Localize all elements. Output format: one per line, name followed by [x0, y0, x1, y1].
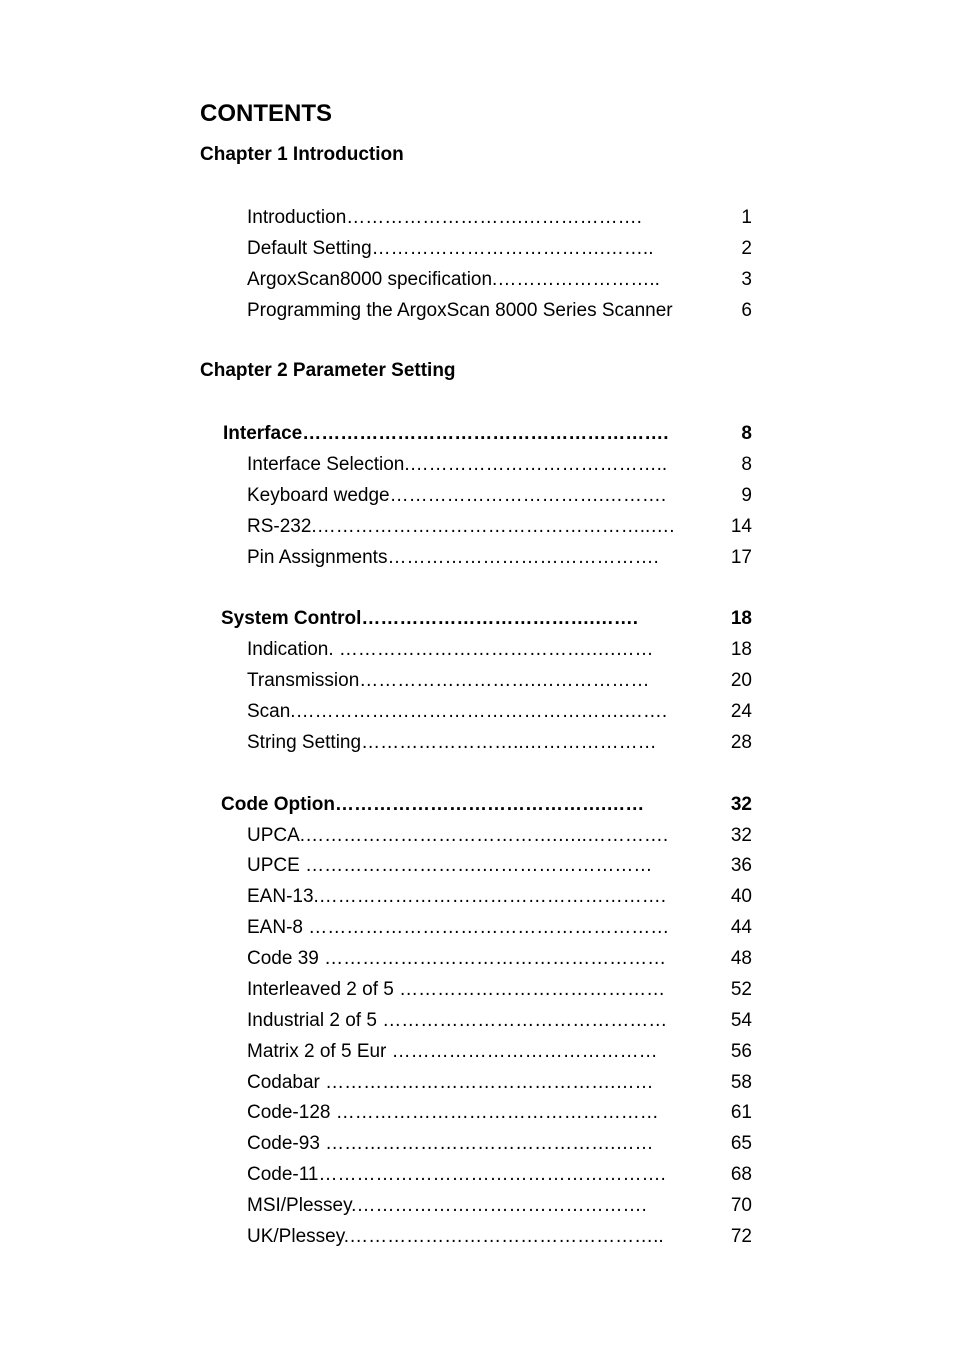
toc-entry-label: Codabar ……………………………………….…… [247, 1072, 654, 1093]
toc-entry-page: 9 [741, 485, 752, 506]
toc-entry[interactable] [0, 852, 954, 880]
toc-entry-page: 56 [730, 1041, 752, 1062]
toc-entry[interactable] [0, 1007, 954, 1035]
toc-entry-page: 24 [730, 701, 752, 722]
toc-entry-label: Default Setting……………………………….…….. [247, 238, 654, 259]
toc-entry-label: Matrix 2 of 5 Eur …………………………………… [247, 1041, 658, 1062]
toc-entry[interactable] [0, 482, 954, 510]
toc-entry-label: UK/Plessey.………………………………………….. [247, 1226, 664, 1247]
toc-entry[interactable] [0, 297, 954, 325]
toc-entry-page: 6 [741, 300, 752, 321]
toc-entry-label: String Setting……………………..………………… [247, 732, 657, 753]
toc-entry[interactable] [0, 976, 954, 1004]
page-title: CONTENTS [200, 100, 332, 127]
toc-section-interface[interactable] [0, 420, 954, 448]
chapter-2-heading: Chapter 2 Parameter Setting [200, 360, 456, 381]
toc-entry-label: Introduction……………………….………………. [247, 207, 642, 228]
toc-entry-page: 18 [730, 639, 752, 660]
toc-entry[interactable] [0, 544, 954, 572]
toc-entry[interactable] [0, 1038, 954, 1066]
toc-entry[interactable] [0, 667, 954, 695]
toc-entry[interactable] [0, 1099, 954, 1127]
toc-entry[interactable] [0, 204, 954, 232]
toc-entry-label: UPCA.………………………………….…..…………. [247, 825, 669, 846]
toc-entry-page: 32 [730, 825, 752, 846]
toc-entry-label: Code 39 ……………………………………………… [247, 948, 667, 969]
toc-entry-label: Transmission……………………….……………… [247, 670, 650, 691]
toc-entry-page: 14 [730, 516, 752, 537]
toc-entry[interactable] [0, 636, 954, 664]
toc-entry[interactable] [0, 729, 954, 757]
toc-entry-page: 20 [730, 670, 752, 691]
toc-entry-label: EAN-13.………………………………………………. [247, 886, 667, 907]
toc-entry-label: ArgoxScan8000 specification.…………………….. [247, 269, 660, 290]
toc-entry-label: MSI/Plessey.………………………………………. [247, 1195, 647, 1216]
toc-entry[interactable] [0, 945, 954, 973]
toc-entry-label: Interleaved 2 of 5 …………………………………… [247, 979, 666, 1000]
toc-entry-label: Interface Selection.………………………………….. [247, 454, 668, 475]
toc-entry-label: Code-11………………………………………………. [247, 1164, 666, 1185]
toc-entry[interactable] [0, 914, 954, 942]
toc-entry-label: Indication. ………………………………….….…… [247, 639, 654, 660]
toc-entry[interactable] [0, 822, 954, 850]
toc-entry-label: Programming the ArgoxScan 8000 Series Scanner [247, 300, 673, 321]
toc-entry[interactable] [0, 235, 954, 263]
chapter-1-heading: Chapter 1 Introduction [200, 144, 404, 165]
toc-entry[interactable] [0, 451, 954, 479]
toc-entry-label: Scan.…………………………………………….……. [247, 701, 668, 722]
toc-entry-page: 28 [730, 732, 752, 753]
toc-entry-page: 72 [730, 1226, 752, 1247]
toc-section-page: 18 [730, 608, 752, 629]
toc-entry-page: 8 [741, 454, 752, 475]
toc-entry-page: 70 [730, 1195, 752, 1216]
toc-entry-page: 61 [730, 1102, 752, 1123]
toc-entry[interactable] [0, 1192, 954, 1220]
toc-entry[interactable] [0, 513, 954, 541]
toc-entry-page: 44 [730, 917, 752, 938]
toc-entry-label: EAN-8 ………………………………………………… [247, 917, 670, 938]
toc-entry[interactable] [0, 698, 954, 726]
toc-entry-page: 68 [730, 1164, 752, 1185]
toc-entry-label: Pin Assignments……………………………………. [247, 547, 659, 568]
toc-section-page: 8 [741, 423, 752, 444]
toc-entry-page: 54 [730, 1010, 752, 1031]
toc-entry-label: RS-232.……………………………………………..…. [247, 516, 675, 537]
toc-section-system-control[interactable] [0, 605, 954, 633]
toc-entry-label: UPCE ……………………….……………………… [247, 855, 653, 876]
toc-entry-page: 52 [730, 979, 752, 1000]
toc-entry-page: 65 [730, 1133, 752, 1154]
toc-entry[interactable] [0, 1130, 954, 1158]
toc-entry-page: 3 [741, 269, 752, 290]
toc-section-label: System Control……………………………….……. [221, 608, 638, 629]
toc-entry-page: 36 [730, 855, 752, 876]
toc-entry[interactable] [0, 883, 954, 911]
toc-entry[interactable] [0, 1223, 954, 1251]
toc-entry-label: Keyboard wedge…………………………….………. [247, 485, 667, 506]
toc-entry[interactable] [0, 266, 954, 294]
toc-section-page: 32 [730, 794, 752, 815]
toc-entry-page: 17 [730, 547, 752, 568]
toc-entry-page: 2 [741, 238, 752, 259]
toc-entry-label: Code-93 ……………………………………….…… [247, 1133, 654, 1154]
toc-section-code-option[interactable] [0, 791, 954, 819]
toc-section-label: Interface…………………………………………………. [223, 423, 669, 444]
toc-entry-page: 58 [730, 1072, 752, 1093]
toc-section-label: Code Option…………………………………….…… [221, 794, 645, 815]
toc-entry[interactable] [0, 1161, 954, 1189]
toc-entry-page: 40 [730, 886, 752, 907]
toc-entry-label: Industrial 2 of 5 ……………………………………… [247, 1010, 668, 1031]
toc-entry-page: 1 [741, 207, 752, 228]
toc-entry-label: Code-128 …………………………………………… [247, 1102, 659, 1123]
toc-entry[interactable] [0, 1069, 954, 1097]
toc-entry-page: 48 [730, 948, 752, 969]
